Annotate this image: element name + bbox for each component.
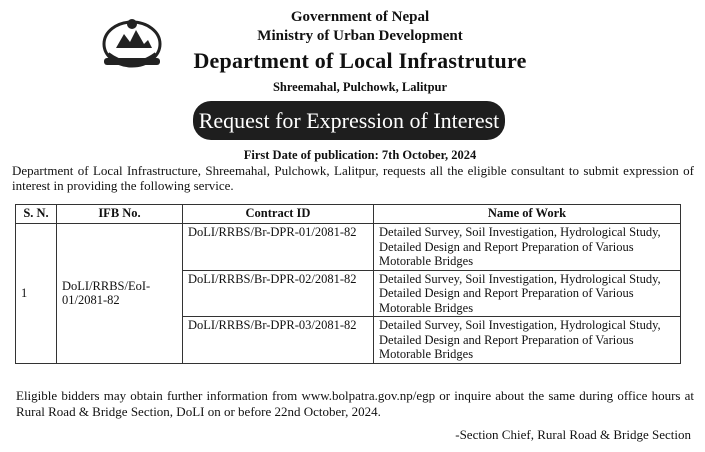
sn-cell: 1 (16, 224, 57, 364)
notice-title-banner (193, 101, 505, 140)
ministry-heading: Ministry of Urban Development (257, 28, 463, 44)
notice-title: Request for Expression of Interest (198, 107, 500, 133)
contract-id-cell: DoLI/RRBS/Br-DPR-02/2081-82 (183, 270, 374, 317)
address-line: Shreemahal, Pulchowk, Lalitpur (272, 80, 448, 94)
intro-paragraph: Department of Local Infrastructure, Shreemahal, Pulchowk, Lalitpur, requests all the eligible consultant to submit expression of interest in providing the following service. (12, 163, 694, 193)
contracts-table (15, 204, 681, 364)
contract-id-cell: DoLI/RRBS/Br-DPR-01/2081-82 (183, 224, 374, 271)
table-row (16, 224, 681, 271)
government-heading: Government of Nepal (290, 9, 430, 25)
table-header-row (16, 205, 681, 224)
header-ifb: IFB No. (57, 205, 183, 224)
publication-date: First Date of publication: 7th October, 2024 (243, 148, 477, 162)
header-work: Name of Work (374, 205, 681, 224)
ifb-cell: DoLI/RRBS/EoI-01/2081-82 (57, 224, 183, 364)
footer-info: Eligible bidders may obtain further information from www.bolpatra.gov.np/egp or inquire about the same during office hours at Rural Road & Bridge Section, DoLI on or before 22nd October, 2024. (16, 388, 694, 419)
work-cell: Detailed Survey, Soil Investigation, Hydrological Study, Detailed Design and Report Preparation of Various Motorable Bridges (374, 270, 681, 317)
header-sn: S. N. (16, 205, 57, 224)
header-contract-id: Contract ID (183, 205, 374, 224)
department-heading: Department of Local Infrastruture (193, 48, 527, 73)
work-cell: Detailed Survey, Soil Investigation, Hydrological Study, Detailed Design and Report Preparation of Various Motorable Bridges (374, 317, 681, 364)
work-cell: Detailed Survey, Soil Investigation, Hydrological Study, Detailed Design and Report Preparation of Various Motorable Bridges (374, 224, 681, 271)
signature-line: -Section Chief, Rural Road & Bridge Section (455, 427, 691, 442)
contract-id-cell: DoLI/RRBS/Br-DPR-03/2081-82 (183, 317, 374, 364)
